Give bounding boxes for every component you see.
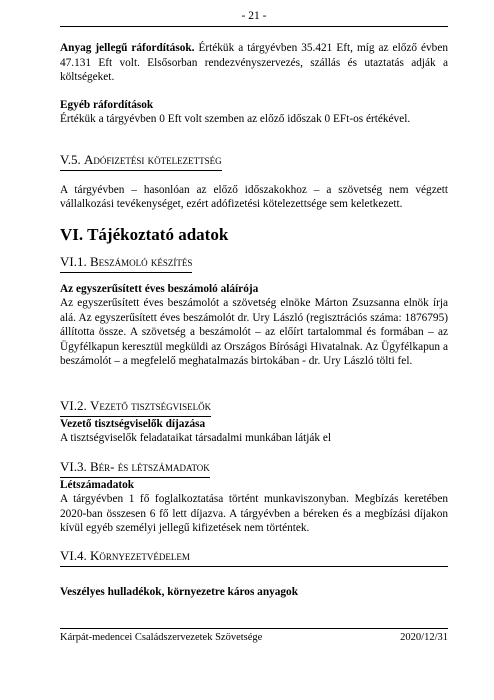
egyeb-text: Értékük a tárgyévben 0 Eft volt szemben az előző időszak 0 EFt-os értékével. [60, 113, 411, 125]
chapter-vi-title: VI. Tájékoztató adatok [60, 224, 229, 244]
footer-date: 2020/12/31 [400, 632, 448, 643]
section-vi4-title: Környezetvédelem [89, 547, 190, 563]
vi4-subtitle: Veszélyes hulladékok, környezetre káros anyagok [60, 585, 298, 598]
vi3-text: A tárgyévben 1 fő foglalkoztatása történt munkaviszonyban. Megbízás keretében 2020-ban összesen 6 fő lett díjazva. A tárgyévben a béreken és a megbízási díjakon kívül egyéb személyi jellegű kifizetések nem történtek. [60, 493, 448, 534]
section-v5-number: V.5. [60, 151, 84, 167]
section-vi3-number: VI.3. [60, 458, 90, 474]
section-vi4-heading [60, 548, 448, 567]
v5-text: A tárgyévben – hasonlóan az előző időszakokhoz – a szövetség nem végzett vállalkozási tevékenységet, ezért adófizetési kötelezettsége sem keletkezett. [60, 183, 448, 210]
section-vi4-number: VI.4. [60, 547, 90, 563]
section-vi1-title: Beszámoló készítés [89, 253, 193, 269]
vi3-subtitle: Létszámadatok [60, 478, 135, 491]
page-header [60, 8, 448, 27]
footer-org: Kárpát-medencei Családszervezetek Szövetsége [60, 632, 263, 643]
vi2-text: A tisztségviselők feladataikat társadalmi munkában látják el [60, 432, 332, 444]
section-vi2-heading [60, 397, 448, 417]
section-vi1-heading [60, 253, 448, 273]
anyag-paragraph [60, 41, 448, 85]
section-vi3-title: Bér- és létszámadatok [89, 458, 210, 474]
page-footer [60, 628, 448, 645]
alairo-title: Az egyszerűsített éves beszámoló aláírója [60, 282, 259, 295]
section-vi3-heading [60, 458, 448, 478]
section-vi2-title: Vezető tisztségviselők [89, 397, 212, 413]
section-v5-title: Adófizetési kötelezettség [83, 151, 222, 167]
section-v5-heading [60, 151, 448, 171]
page-number: - 21 - [241, 10, 267, 22]
anyag-title: Anyag jellegű ráfordítások. [60, 42, 195, 54]
alairo-text: Az egyszerűsített éves beszámolót a szövetség elnöke Márton Zsuzsanna elnök írja alá. Az egyszerűsített éves beszámolót dr. Ury László (regisztrációs száma: 1876795) állította össze. A szövetség a beszámolót – az előírt tartalommal és formában – az Ügyfélkapun keresztül megküldi az Országos Bírósági Hivatalnak. Az Ügyfélkapun a beszámolót – a megfelelő meghatalmazás birtokában - dr. Ury László tölti fel. [60, 297, 448, 367]
egyeb-title: Egyéb ráfordítások [60, 98, 154, 111]
anyag-text: Értékük a tárgyévben 35.421 Eft, míg az előző évben 47.131 Eft volt. Elsősorban rendezvényszervezés, szállás és utaztatás adják a költségeket. [60, 42, 448, 83]
section-vi1-number: VI.1. [60, 253, 90, 269]
vi2-subtitle: Vezető tisztségviselők díjazása [60, 417, 206, 430]
page-content [60, 36, 448, 599]
section-vi2-number: VI.2. [60, 397, 90, 413]
